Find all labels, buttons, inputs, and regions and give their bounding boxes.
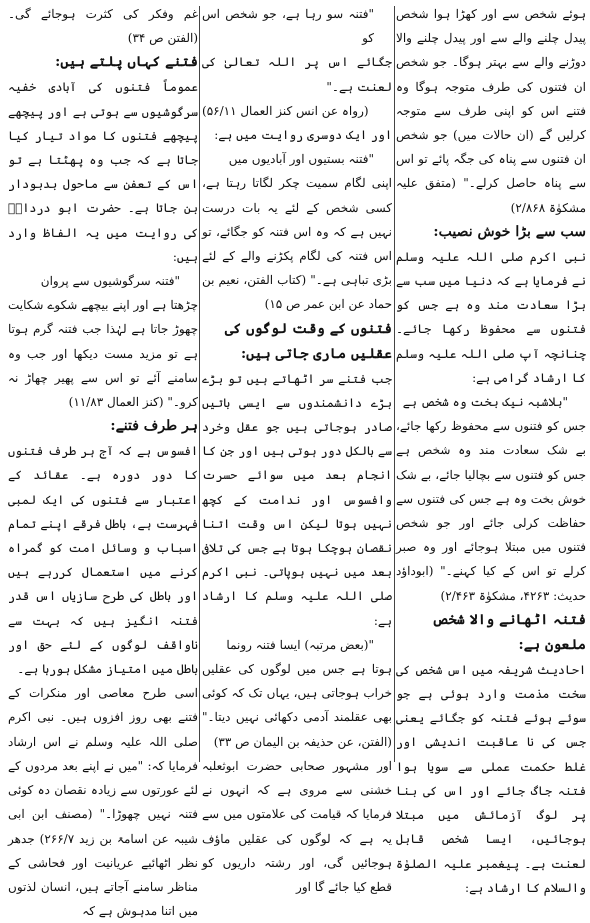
paragraph: ہوئے شخص سے اور کھڑا ہوا شخص پیدل چلنے والے سے اور پیدل چلنے والا دوڑنے والے سے بہتر ہوگا۔ جو شخص ان فتنوں کی طرف متوجہ ہوگا وہ فتنے اس کو اپنی طرف سے متوجہ کرلیں گے (ان حالات میں) جو شخص ان فتنوں سے پناہ کی جگہ پائے تو اس سے پناہ حاصل کرلے۔" (متفق علیہ مشکوٰۃ ۲/۸۶۸) <box>396 7 586 215</box>
paragraph: غم وفکر کی کثرت ہوجائے گی۔ (الفتن ص ۳۴) <box>8 7 198 46</box>
hadith-quote: "فتنہ سو رہا ہے، جو شخص اس کو <box>202 7 374 46</box>
paragraph: نبی اکرم صلی اللہ علیہ وسلم نے فرمایا ہے کہ دنیا میں سب سے بڑا سعادت مند وہ ہے جس کو فتنوں سے محفوظ رکھا جائے۔ چنانچہ آپ صلی اللہ علیہ وسلم کا ارشاد گرامی ہے: <box>396 249 586 385</box>
hadith-quote: "بلاشبہ نیک بخت وہ شخص ہے <box>402 395 568 410</box>
column-divider <box>394 6 395 762</box>
paragraph: احادیث شریفہ میں اس شخص کی سخت مذمت وارد ہوئی ہے جو سوئے ہوئے فتنہ کو جگائے یعنی جس کی نا عاقبت اندیشی اور غلط حکمت عملی سے سویا ہوا فتنہ جاگ جائے اور اس کی بنا پر لوگ آزمائش میں مبتلا ہوجائیں، ایسا شخص قابل لعنت ہے۔ پیغمبر علیہ الصلوٰۃ والسلام کا ارشاد ہے: <box>396 662 586 895</box>
section-heading: فتنوں کے وقت لوگوں کی عقلیں ماری جاتی ہیں: <box>224 320 392 362</box>
paragraph: جس کو فتنوں سے محفوظ رکھا جائے، بے شک سعادت مند وہ شخص ہے جس کو فتنوں سے بچالیا جائے، بے شک خوش بخت وہ ہے جس کی فتنوں سے حفاظت کرلی جائے اور جو شخص فتنوں میں مبتلا ہوجائے اور وہ صبر کرلے تو اس کے کیا کہنے۔" (ابوداؤد حدیث: ۴۲۶۳، مشکوٰۃ ۲/۴۶۳) <box>396 419 586 603</box>
text-column-left <box>8 2 198 919</box>
hadith-quote: "فتنہ سرگوشیوں سے پروان <box>40 274 180 289</box>
section-heading: سب سے بڑا خوش نصیب: <box>433 223 586 240</box>
section-heading: فتنے کہاں پلتے ہیں: <box>55 54 198 71</box>
paragraph: اسی طرح معاصی اور منکرات کے فتنے بھی روز افزوں ہیں۔ نبی اکرم صلی اللہ علیہ وسلم نے اس ارشاد فرمایا کہ: "میں نے اپنے بعد مردوں کے لئے عورتوں سے زیادہ نقصان دہ کوئی فتنہ نہیں چھوڑا۔" (مصنف ابن ابی شیبہ عن اسامۃ بن زید ۲۶۶/۷) جدھر نظر اٹھائیے عریانیت اور فحاشی کے مناظر سامنے آجاتے ہیں، انسان لذتوں میں اتنا مدہوش ہے کہ <box>8 686 198 919</box>
section-heading: فتنہ اٹھانے والا شخص ملعون ہے: <box>431 611 586 653</box>
paragraph: اور مشہور صحابی حضرت ابوثعلبہ خشنی سے مروی ہے کہ انہوں نے فرمایا کہ قیامت کی علامتوں میں سے یہ ہے کہ لوگوں کی عقلیں ماؤف ہوجائیں گی، اور رشتہ داریوں کو قطع کیا جائے گا اور <box>202 758 392 894</box>
paragraph: اپنی لگام سمیت چکر لگاتا رہتا ہے، کسی شخص کے لئے یہ بات درست نہیں ہے کہ وہ اس فتنہ کو جگائے، تو اس فتنہ کی لگام پکڑنے والے کے لئے بڑی تباہی ہے۔" (کتاب الفتن، نعیم بن حماد عن ابن عمر ص ۱۵) <box>202 176 392 312</box>
citation: (رواہ عن انس کنز العمال ۵۶/۱۱) <box>202 103 369 118</box>
text-column-middle <box>202 2 392 894</box>
paragraph: جب فتنے سر اٹھاتے ہیں تو بڑے بڑے دانشمندوں سے ایسی باتیں صادر ہوجاتی ہیں جو عقل وخرد سے بالکل دور ہوتی ہیں اور جن کا انجام بعد میں سوائے حسرت وافسوس اور ندامت کے کچھ نہیں ہوتا لیکن اس وقت اتنا نقصان ہوچکا ہوتا ہے جس کی تلافی بعد میں نہیں ہوپاتی۔ نبی اکرم صلی اللہ علیہ وسلم کا ارشاد ہے: <box>202 371 392 628</box>
paragraph: عموماً فتنوں کی آبادی خفیہ سرگوشیوں سے ہوتی ہے اور پیچھے پیچھے فتنوں کا مواد تیار کیا جاتا ہے کہ جب وہ پھٹتا ہے تو اس کے تعفن سے ماحول بدبودار بن جاتا ہے۔ حضرت ابو درداءؓ کی روایت میں یہ الفاظ وارد ہیں: <box>8 80 198 264</box>
paragraph: افسوس ہے کہ آج ہر طرف فتنوں کا دور دورہ ہے۔ عقائد کے اعتبار سے فتنوں کی ایک لمبی فہرست ہے، باطل فرقے اپنے تمام اسباب و وسائل امت کو گمراہ کرنے میں استعمال کررہے ہیں اور باطل کی طرح سازیاں اس قدر فتنہ انگیز ہیں کہ بہت سے ناواقف لوگوں کے لئے حق اور باطل میں امتیاز مشکل ہورہا ہے۔ <box>8 444 198 677</box>
section-heading: ہر طرف فتنے: <box>110 418 198 435</box>
text-column-right <box>396 2 586 895</box>
hadith-quote: "فتنہ بستیوں اور آبادیوں میں <box>228 152 374 167</box>
paragraph: جگائے اس پر اللہ تعالیٰ کی لعنت ہے۔" <box>202 55 392 94</box>
paragraph: اور ایک دوسری روایت میں ہے: <box>214 128 392 143</box>
paragraph: ہوتا ہے جس میں لوگوں کی عقلیں خراب ہوجاتی ہیں، یہاں تک کہ کوئی بھی عقلمند آدمی دکھائی نہیں دیتا۔" (الفتن، عن حذیفہ بن الیمان ص ۳۳) <box>202 662 392 749</box>
column-divider <box>199 6 200 762</box>
hadith-quote: "(بعض مرتبہ) ایسا فتنہ رونما <box>226 637 374 652</box>
paragraph: چڑھتا ہے اور اپنے بیچھے شکوے شکایت چھوڑ جاتا ہے لہٰذا جب فتنہ گرم ہوتا ہے تو مزید مست دیکھا اور جب وہ سامنے آئے تو اس سے پھیر چھاڑ نہ کرو۔" (کنز العمال ۱۱/۸۳) <box>8 298 198 410</box>
